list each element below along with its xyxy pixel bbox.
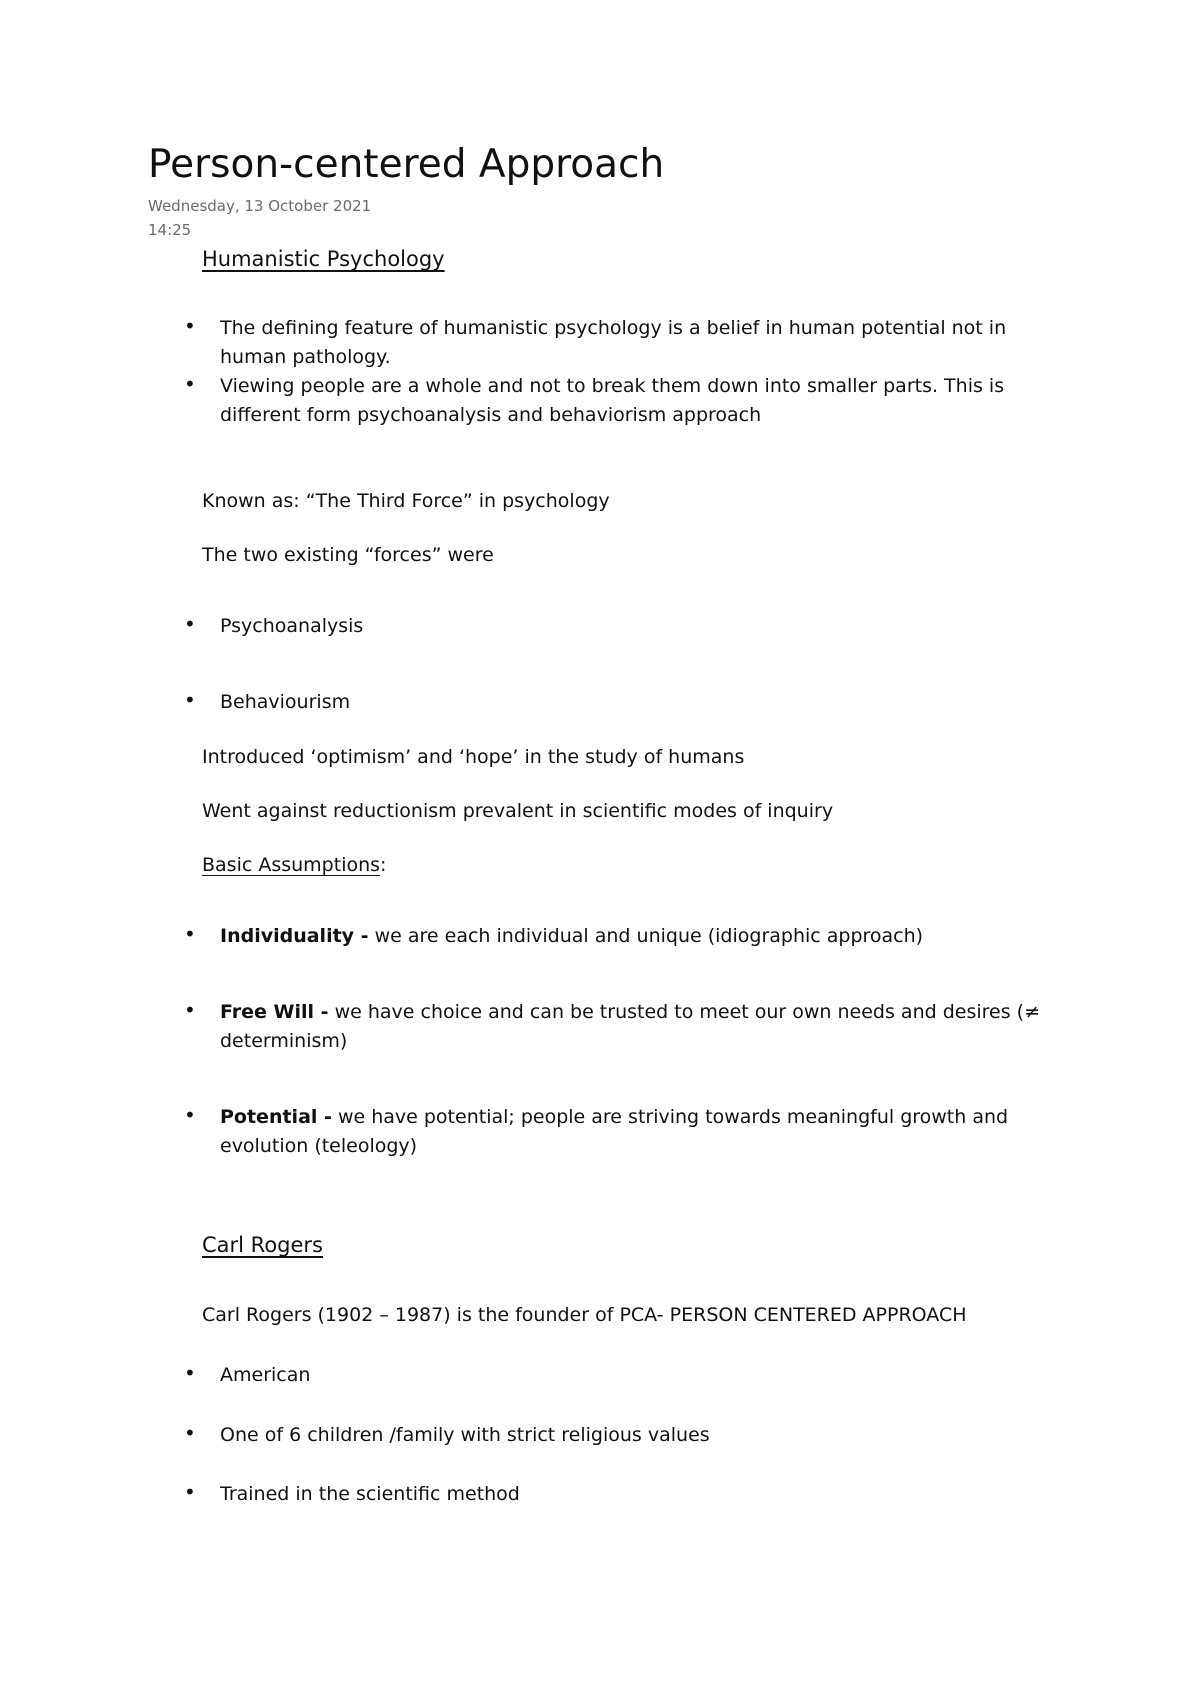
list-item (184, 612, 1064, 641)
list-item (184, 922, 1064, 951)
assumption-text: we have potential; people are striving towards meaningful growth and evolution (teleology) (220, 1106, 1009, 1157)
list-item-text: One of 6 children /family with strict religious values (220, 1424, 710, 1446)
assumption-term: Potential - (220, 1106, 332, 1128)
heading-carl-rogers: Carl Rogers (202, 1233, 323, 1257)
list-item-text: American (220, 1364, 311, 1386)
list-item (184, 372, 1064, 430)
bullet-icon: • (184, 372, 196, 396)
bullet-icon: • (184, 998, 196, 1022)
basic-assumptions-heading: Basic Assumptions (202, 854, 381, 876)
list-item (184, 314, 1064, 372)
list-item (184, 688, 1064, 717)
known-as-text: Known as: “The Third Force” in psychology (202, 490, 610, 512)
list-item-text: Psychoanalysis (220, 615, 364, 637)
assumption-term: Individuality - (220, 925, 369, 947)
list-item (184, 1361, 1064, 1390)
bullet-icon: • (184, 1480, 196, 1504)
assumption-term: Free Will - (220, 1001, 329, 1023)
list-item (184, 1421, 1064, 1450)
list-item-text: Trained in the scientific method (220, 1483, 520, 1505)
list-item (184, 998, 1064, 1056)
bullet-icon: • (184, 922, 196, 946)
bullet-icon: • (184, 1421, 196, 1445)
bullet-icon: • (184, 1361, 196, 1385)
went-against-text: Went against reductionism prevalent in scientific modes of inquiry (202, 800, 834, 822)
note-time: 14:25 (148, 221, 192, 239)
introduced-text: Introduced ‘optimism’ and ‘hope’ in the study of humans (202, 746, 745, 768)
list-item (184, 1480, 1064, 1509)
list-item-text: The defining feature of humanistic psychology is a belief in human potential not in human pathology. (220, 317, 1007, 368)
heading-humanistic-psychology: Humanistic Psychology (202, 247, 445, 271)
assumption-text: we have choice and can be trusted to meet our own needs and desires (≠ determinism) (220, 1001, 1040, 1052)
bullet-icon: • (184, 1103, 196, 1127)
carl-rogers-intro: Carl Rogers (1902 – 1987) is the founder of PCA- PERSON CENTERED APPROACH (202, 1304, 967, 1326)
two-forces-text: The two existing “forces” were (202, 544, 494, 566)
bullet-icon: • (184, 612, 196, 636)
bullet-icon: • (184, 314, 196, 338)
page-title: Person-centered Approach (148, 142, 665, 187)
note-date: Wednesday, 13 October 2021 (148, 197, 372, 215)
basic-assumptions-label (202, 851, 386, 879)
colon: : (380, 854, 387, 876)
assumption-text: we are each individual and unique (idiographic approach) (368, 925, 924, 947)
list-item-text: Viewing people are a whole and not to break them down into smaller parts. This is different form psychoanalysis and behaviorism approach (220, 375, 1005, 426)
list-item-text: Behaviourism (220, 691, 351, 713)
bullet-icon: • (184, 688, 196, 712)
list-item (184, 1103, 1064, 1161)
